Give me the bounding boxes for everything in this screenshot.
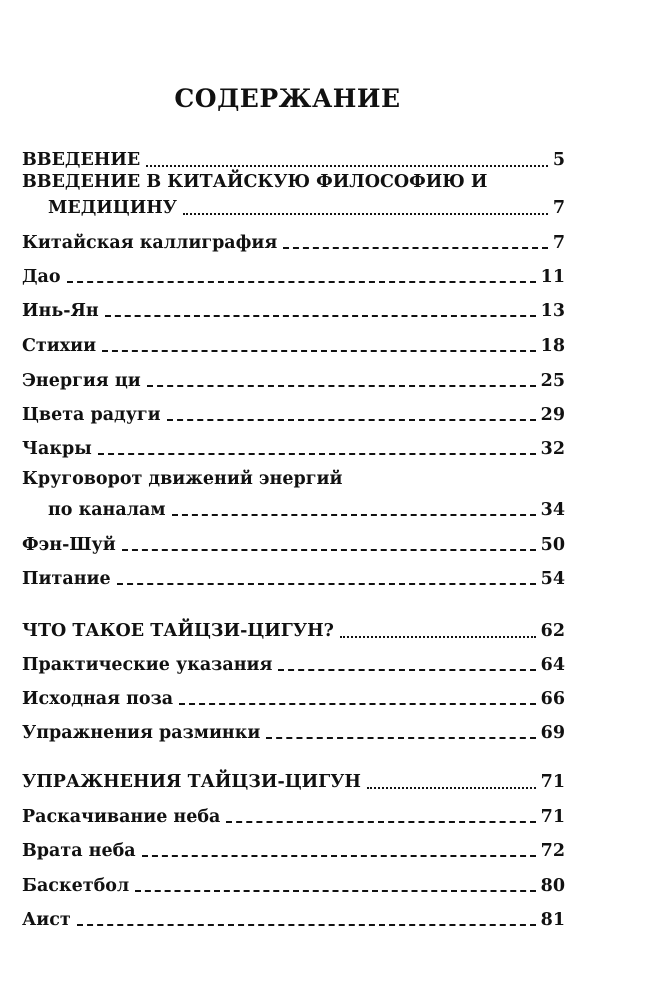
toc-entry-label: Фэн-Шуй bbox=[22, 535, 116, 555]
toc-entry-page: 66 bbox=[540, 689, 565, 709]
toc-entry-label: Баскетбол bbox=[22, 876, 130, 896]
toc-entry-energy-cycle-line1[interactable]: Круговорот движений энергий bbox=[22, 469, 343, 489]
toc-entry-label: Китайская каллиграфия bbox=[22, 233, 278, 253]
dash-leader bbox=[105, 315, 536, 317]
toc-entry-page: 69 bbox=[540, 723, 565, 743]
dash-leader bbox=[67, 281, 536, 283]
toc-entry-gates-of-sky[interactable] bbox=[22, 833, 565, 863]
toc-entry-basketball[interactable] bbox=[22, 868, 565, 898]
toc-entry-feng-shui[interactable] bbox=[22, 527, 565, 557]
toc-entry-calligraphy[interactable] bbox=[22, 225, 565, 255]
toc-entry-page: 7 bbox=[552, 198, 565, 218]
toc-entry-starting-pose[interactable] bbox=[22, 681, 565, 711]
dash-leader bbox=[117, 583, 536, 585]
toc-entry-label: Раскачивание неба bbox=[22, 807, 221, 827]
toc-entry-page: 7 bbox=[552, 233, 565, 253]
toc-entry-label: Чакры bbox=[22, 439, 92, 459]
toc-entry-label: Стихии bbox=[22, 336, 97, 356]
toc-entry-page: 29 bbox=[540, 405, 565, 425]
toc-entry-page: 62 bbox=[540, 621, 565, 641]
toc-entry-page: 81 bbox=[540, 910, 565, 930]
toc-entry-label: ЧТО ТАКОЕ ТАЙЦЗИ-ЦИГУН? bbox=[22, 621, 334, 641]
dot-leader bbox=[340, 636, 536, 638]
toc-entry-philosophy[interactable] bbox=[48, 190, 565, 220]
toc-entry-label: Инь-Ян bbox=[22, 301, 99, 321]
toc-entry-swinging-sky[interactable] bbox=[22, 799, 565, 829]
toc-entry-label: ВВЕДЕНИЕ bbox=[22, 150, 141, 170]
dot-leader bbox=[146, 165, 548, 167]
toc-entry-yin-yang[interactable] bbox=[22, 293, 565, 323]
toc-entry-page: 11 bbox=[540, 267, 565, 287]
dash-leader bbox=[167, 419, 536, 421]
dash-leader bbox=[142, 855, 536, 857]
toc-entry-warmup-exercises[interactable] bbox=[22, 715, 565, 745]
toc-entry-label: Питание bbox=[22, 569, 111, 589]
toc-entry-label: по каналам bbox=[48, 500, 166, 520]
toc-entry-dao[interactable] bbox=[22, 259, 565, 289]
toc-entry-page: 32 bbox=[540, 439, 565, 459]
dot-leader bbox=[367, 787, 536, 789]
dash-leader bbox=[98, 453, 536, 455]
dash-leader bbox=[147, 385, 536, 387]
dash-leader bbox=[278, 669, 535, 671]
toc-entry-qi-energy[interactable] bbox=[22, 363, 565, 393]
toc-entry-page: 18 bbox=[540, 336, 565, 356]
dash-leader bbox=[172, 514, 536, 516]
dash-leader bbox=[102, 350, 535, 352]
toc-entry-page: 50 bbox=[540, 535, 565, 555]
toc-entry-page: 72 bbox=[540, 841, 565, 861]
toc-entry-page: 5 bbox=[552, 150, 565, 170]
dash-leader bbox=[283, 247, 547, 249]
toc-entry-page: 64 bbox=[540, 655, 565, 675]
toc-entry-page: 80 bbox=[540, 876, 565, 896]
toc-entry-what-is-taiji-qigong[interactable] bbox=[22, 613, 565, 643]
toc-entry-page: 34 bbox=[540, 500, 565, 520]
toc-entry-page: 13 bbox=[540, 301, 565, 321]
dot-leader bbox=[183, 213, 548, 215]
toc-entry-label: Аист bbox=[22, 910, 71, 930]
toc-entry-taiji-qigong-exercises[interactable] bbox=[22, 764, 565, 794]
toc-entry-label: УПРАЖНЕНИЯ ТАЙЦЗИ-ЦИГУН bbox=[22, 772, 361, 792]
toc-entry-philosophy-line1[interactable]: ВВЕДЕНИЕ В КИТАЙСКУЮ ФИЛОСОФИЮ И bbox=[22, 172, 488, 192]
toc-entry-label: Практические указания bbox=[22, 655, 273, 675]
toc-entry-rainbow-colors[interactable] bbox=[22, 397, 565, 427]
toc-entry-label: Упражнения разминки bbox=[22, 723, 261, 743]
toc-entry-label: Дао bbox=[22, 267, 61, 287]
dash-leader bbox=[122, 549, 536, 551]
toc-entry-page: 54 bbox=[540, 569, 565, 589]
dash-leader bbox=[266, 737, 535, 739]
toc-entry-chakras[interactable] bbox=[22, 431, 565, 461]
dash-leader bbox=[77, 924, 536, 926]
toc-entry-page: 71 bbox=[540, 807, 565, 827]
toc-entry-label: Цвета радуги bbox=[22, 405, 161, 425]
toc-entry-practical-guidance[interactable] bbox=[22, 647, 565, 677]
toc-entry-label: МЕДИЦИНУ bbox=[48, 198, 177, 218]
toc-entry-label: Врата неба bbox=[22, 841, 136, 861]
toc-entry-elements[interactable] bbox=[22, 328, 565, 358]
toc-entry-introduction[interactable] bbox=[22, 142, 565, 172]
toc-entry-page: 25 bbox=[540, 371, 565, 391]
toc-entry-nutrition[interactable] bbox=[22, 561, 565, 591]
page-title: СОДЕРЖАНИЕ bbox=[174, 84, 401, 113]
dash-leader bbox=[226, 821, 535, 823]
dash-leader bbox=[179, 703, 536, 705]
toc-entry-energy-cycle[interactable] bbox=[48, 492, 565, 522]
toc-entry-label: Энергия ци bbox=[22, 371, 141, 391]
toc-entry-page: 71 bbox=[540, 772, 565, 792]
toc-entry-stork[interactable] bbox=[22, 902, 565, 932]
toc-entry-label: Исходная поза bbox=[22, 689, 174, 709]
dash-leader bbox=[135, 890, 535, 892]
